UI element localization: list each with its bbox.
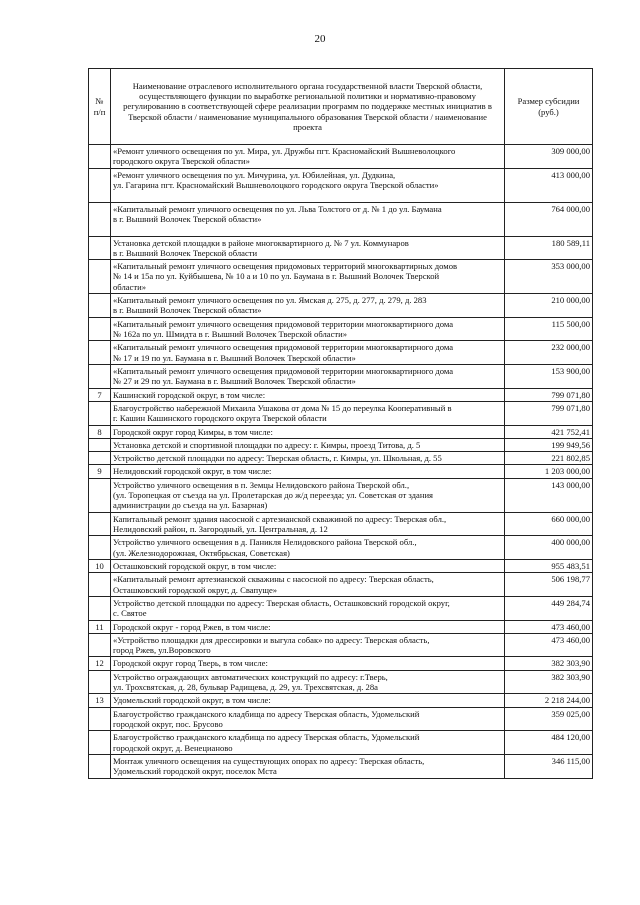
- row-name: [111, 694, 505, 707]
- row-name: [111, 731, 505, 755]
- row-sum: 413 000,00: [505, 168, 593, 202]
- row-sum: 382 303,90: [505, 657, 593, 670]
- row-name-line: Городской округ город Тверь, в том числе:: [113, 658, 268, 669]
- header-sum: Размер субсидии (руб.): [505, 69, 593, 145]
- table-row: [89, 512, 593, 536]
- row-sum: 180 589,11: [505, 236, 593, 260]
- row-number: 10: [89, 559, 111, 572]
- row-number: 13: [89, 694, 111, 707]
- row-name-line: Устройство детской площадки по адресу: Тверская область, г. Кимры, ул. Школьная, д. 55: [113, 453, 442, 464]
- row-name-line: Нелидовский район, п. Загородный, ул. Центральная, д. 12: [113, 524, 328, 534]
- row-name-line: «Ремонт уличного освещения по ул. Мичурина, ул. Юбилейная, ул. Дудкина,: [113, 169, 396, 180]
- row-number: [89, 168, 111, 202]
- row-name: [111, 236, 505, 260]
- row-name: [111, 260, 505, 294]
- row-name-line: Установка детской и спортивной площадки по адресу: г. Кимры, проезд Титова, д. 5: [113, 439, 421, 450]
- row-name-line: «Устройство площадки для дрессировки и выгула собак» по адресу: Тверская область,: [113, 634, 430, 645]
- row-number: [89, 536, 111, 560]
- row-number: [89, 364, 111, 388]
- row-name-line: [113, 224, 502, 234]
- row-sum: 473 460,00: [505, 633, 593, 657]
- row-sum: 353 000,00: [505, 260, 593, 294]
- table-row: [89, 559, 593, 572]
- row-name-line: «Капитальный ремонт уличного освещения по ул. Льва Толстого от д. № 1 до ул. Баумана: [113, 203, 442, 214]
- row-name: [111, 536, 505, 560]
- table-row: [89, 364, 593, 388]
- row-name-line: Удомельский городской округ, поселок Мста: [113, 766, 277, 777]
- row-name-line: городской округ, д. Венецианово: [113, 742, 233, 753]
- row-number: [89, 512, 111, 536]
- table-row: [89, 438, 593, 451]
- row-name-line: Нелидовский городской округ, в том числе:: [113, 466, 272, 477]
- row-sum: 955 483,51: [505, 559, 593, 572]
- table-row: [89, 202, 593, 236]
- row-name-line: Устройство уличного освещения в п. Земцы Нелидовского района Тверской обл.,: [113, 479, 410, 490]
- table-row: [89, 236, 593, 260]
- row-number: [89, 731, 111, 755]
- row-sum: 221 802,85: [505, 452, 593, 465]
- row-sum: 764 000,00: [505, 202, 593, 236]
- row-name-line: «Капитальный ремонт артезианской скважины с насосной по адресу: Тверская область,: [113, 574, 434, 585]
- table-row: [89, 620, 593, 633]
- row-name: [111, 754, 505, 778]
- row-number: [89, 573, 111, 597]
- row-number: [89, 317, 111, 341]
- row-name-line: № 162а по ул. Шмидта в г. Вышний Волочек Тверской области»: [113, 329, 348, 339]
- page-number: 20: [314, 33, 326, 45]
- row-name: [111, 478, 505, 512]
- table-row: [89, 260, 593, 294]
- row-name-line: ул. Гагарина пгт. Красномайский Вышневолоцкого городского округа Тверской области»: [113, 179, 439, 190]
- row-name-line: в г. Вышний Волочек Тверской области: [113, 247, 258, 258]
- row-sum: 473 460,00: [505, 620, 593, 633]
- row-sum: 143 000,00: [505, 478, 593, 512]
- table-row: [89, 731, 593, 755]
- row-name-line: «Капитальный ремонт уличного освещения по ул. Ямская д. 275, д. 277, д. 279, д. 283: [113, 295, 427, 306]
- row-sum: 210 000,00: [505, 294, 593, 318]
- row-sum: 232 000,00: [505, 341, 593, 365]
- row-name-line: № 14 и 15а по ул. Куйбышева, № 10 а и 10 по ул. Баумана в г. Вышний Волочек Тверской: [113, 271, 440, 282]
- table-row: [89, 465, 593, 478]
- row-number: 12: [89, 657, 111, 670]
- row-sum: 449 284,74: [505, 596, 593, 620]
- row-name: [111, 438, 505, 451]
- row-name-line: Монтаж уличного освещения на существующих опорах по адресу: Тверская область,: [113, 755, 425, 766]
- row-number: [89, 236, 111, 260]
- row-sum: 799 071,80: [505, 401, 593, 425]
- row-name-line: № 27 и 29 по ул. Баумана в г. Вышний Волочек Тверской области»: [113, 376, 356, 387]
- row-name-line: городского округа Тверской области»: [113, 156, 250, 167]
- row-name-line: «Капитальный ремонт уличного освещения придомовой территории многоквартирного дома: [113, 342, 454, 353]
- row-sum: 359 025,00: [505, 707, 593, 731]
- table-row: [89, 388, 593, 401]
- row-number: 7: [89, 388, 111, 401]
- row-name: [111, 168, 505, 202]
- subsidy-table: [88, 68, 593, 779]
- row-name: [111, 364, 505, 388]
- row-name: [111, 388, 505, 401]
- row-name: [111, 596, 505, 620]
- row-sum: 506 198,77: [505, 573, 593, 597]
- row-name-line: Осташковский городской округ, д. Свапуще»: [113, 584, 278, 595]
- row-sum: 309 000,00: [505, 145, 593, 169]
- row-name: [111, 425, 505, 438]
- table-row: [89, 168, 593, 202]
- table-row: [89, 294, 593, 318]
- row-name: [111, 452, 505, 465]
- table-row: [89, 694, 593, 707]
- row-number: [89, 452, 111, 465]
- table-body: [89, 145, 593, 779]
- row-number: [89, 294, 111, 318]
- row-number: [89, 202, 111, 236]
- row-number: [89, 633, 111, 657]
- row-number: 11: [89, 620, 111, 633]
- row-number: [89, 596, 111, 620]
- row-name-line: Городской округ - город Ржев, в том числе:: [113, 621, 271, 632]
- row-sum: 421 752,41: [505, 425, 593, 438]
- row-sum: 1 203 000,00: [505, 465, 593, 478]
- table-row: [89, 452, 593, 465]
- row-name: [111, 633, 505, 657]
- table-row: [89, 596, 593, 620]
- row-name-line: «Капитальный ремонт уличного освещения придомовой территории многоквартирного дома: [113, 365, 454, 376]
- row-name: [111, 620, 505, 633]
- row-sum: 400 000,00: [505, 536, 593, 560]
- row-name-line: с. Святое: [113, 608, 147, 619]
- row-name: [111, 657, 505, 670]
- row-name-line: в г. Вышний Волочек Тверской области»: [113, 213, 262, 224]
- row-name: [111, 294, 505, 318]
- table-row: [89, 707, 593, 731]
- table-row: [89, 754, 593, 778]
- table-row: [89, 670, 593, 694]
- row-sum: 484 120,00: [505, 731, 593, 755]
- row-name-line: «Капитальный ремонт уличного освещения придомовой территории многоквартирного дома: [113, 318, 454, 329]
- row-name: [111, 512, 505, 536]
- row-number: 8: [89, 425, 111, 438]
- row-name-line: Городской округ город Кимры, в том числе:: [113, 426, 273, 437]
- row-name-line: «Ремонт уличного освещения по ул. Мира, ул. Дружбы пгт. Красномайский Вышневолоцкого: [113, 146, 456, 156]
- row-name-line: Капитальный ремонт здания насосной с артезианской скважиной по адресу: Тверская обл.,: [113, 513, 447, 524]
- table-row: [89, 573, 593, 597]
- row-name: [111, 559, 505, 572]
- row-sum: 153 900,00: [505, 364, 593, 388]
- row-number: [89, 707, 111, 731]
- row-name-line: г. Кашин Кашинского городского округа Тверской области: [113, 413, 327, 424]
- row-sum: 115 500,00: [505, 317, 593, 341]
- row-name-line: [113, 190, 502, 200]
- row-name: [111, 707, 505, 731]
- row-sum: 799 071,80: [505, 388, 593, 401]
- row-name-line: Кашинский городской округ, в том числе:: [113, 389, 266, 400]
- row-number: [89, 145, 111, 169]
- row-name: [111, 465, 505, 478]
- row-sum: 346 115,00: [505, 754, 593, 778]
- row-name-line: Устройство ограждающих автоматических конструкций по адресу: г.Тверь,: [113, 671, 388, 682]
- row-name-line: № 17 и 19 по ул. Баумана в г. Вышний Волочек Тверской области»: [113, 352, 356, 363]
- table-row: [89, 536, 593, 560]
- row-name: [111, 317, 505, 341]
- row-number: 9: [89, 465, 111, 478]
- row-name-line: Установка детской площадки в районе многоквартирного д. № 7 ул. Коммунаров: [113, 237, 409, 248]
- row-sum: 660 000,00: [505, 512, 593, 536]
- row-number: [89, 401, 111, 425]
- row-name-line: администрации до съезда на ул. Базарная): [113, 500, 268, 511]
- header-name: Наименование отраслевого исполнительного органа государственной власти Тверской области, осуществляющего функции по выработке региональной политики и нормативно-правовому регулированию в соответствующей сфере реализации программ по поддержке местных инициатив в Тверской области / наименование муниципального образования Тверской области / наименование проекта: [111, 69, 505, 145]
- table-row: [89, 317, 593, 341]
- row-name-line: Благоустройство гражданского кладбища по адресу Тверская область, Удомельский: [113, 732, 420, 743]
- table-row: [89, 657, 593, 670]
- table-row: [89, 425, 593, 438]
- table-row: [89, 478, 593, 512]
- row-name-line: Устройство детской площадки по адресу: Тверская область, Осташковский городской округ,: [113, 597, 450, 608]
- row-name: [111, 341, 505, 365]
- table-row: [89, 401, 593, 425]
- row-sum: 382 303,90: [505, 670, 593, 694]
- row-name-line: Устройство уличного освещения в д. Паникля Нелидовского района Тверской обл.,: [113, 537, 417, 548]
- row-name-line: в г. Вышний Волочек Тверской области»: [113, 305, 262, 316]
- row-sum: 2 218 244,00: [505, 694, 593, 707]
- row-name: [111, 670, 505, 694]
- row-number: [89, 754, 111, 778]
- row-name-line: (ул. Торопецкая от съезда на ул. Пролетарская до ж/д переезда; ул. Советская от здания: [113, 490, 433, 501]
- row-number: [89, 670, 111, 694]
- table-row: [89, 633, 593, 657]
- row-number: [89, 341, 111, 365]
- row-name: [111, 401, 505, 425]
- row-name-line: Удомельский городской округ, в том числе:: [113, 695, 271, 706]
- row-name: [111, 573, 505, 597]
- row-name-line: (ул. Железнодорожная, Октябрьская, Советская): [113, 547, 290, 558]
- row-name-line: ул. Трохсвятская, д. 28, бульвар Радищева, д. 29, ул. Трехсвятская, д. 28а: [113, 682, 378, 693]
- table-row: [89, 341, 593, 365]
- row-number: [89, 478, 111, 512]
- row-name-line: области»: [113, 281, 147, 292]
- row-number: [89, 260, 111, 294]
- table-row: [89, 145, 593, 169]
- table-header-row: [89, 69, 593, 145]
- header-num: № п/п: [89, 69, 111, 145]
- row-name-line: Благоустройство набережной Михаила Ушакова от дома № 15 до переулка Кооперативный в: [113, 402, 452, 413]
- row-name: [111, 202, 505, 236]
- row-name-line: городской округ, пос. Брусово: [113, 719, 223, 729]
- row-name-line: Благоустройство гражданского кладбища по адресу Тверская область, Удомельский: [113, 708, 420, 719]
- row-name-line: Осташковский городской округ, в том числе:: [113, 560, 277, 571]
- row-sum: 199 949,56: [505, 438, 593, 451]
- row-number: [89, 438, 111, 451]
- row-name-line: «Капитальный ремонт уличного освещения придомовых территорий многоквартирных домов: [113, 261, 458, 272]
- row-name-line: город Ржев, ул.Воровского: [113, 645, 211, 656]
- row-name: [111, 145, 505, 169]
